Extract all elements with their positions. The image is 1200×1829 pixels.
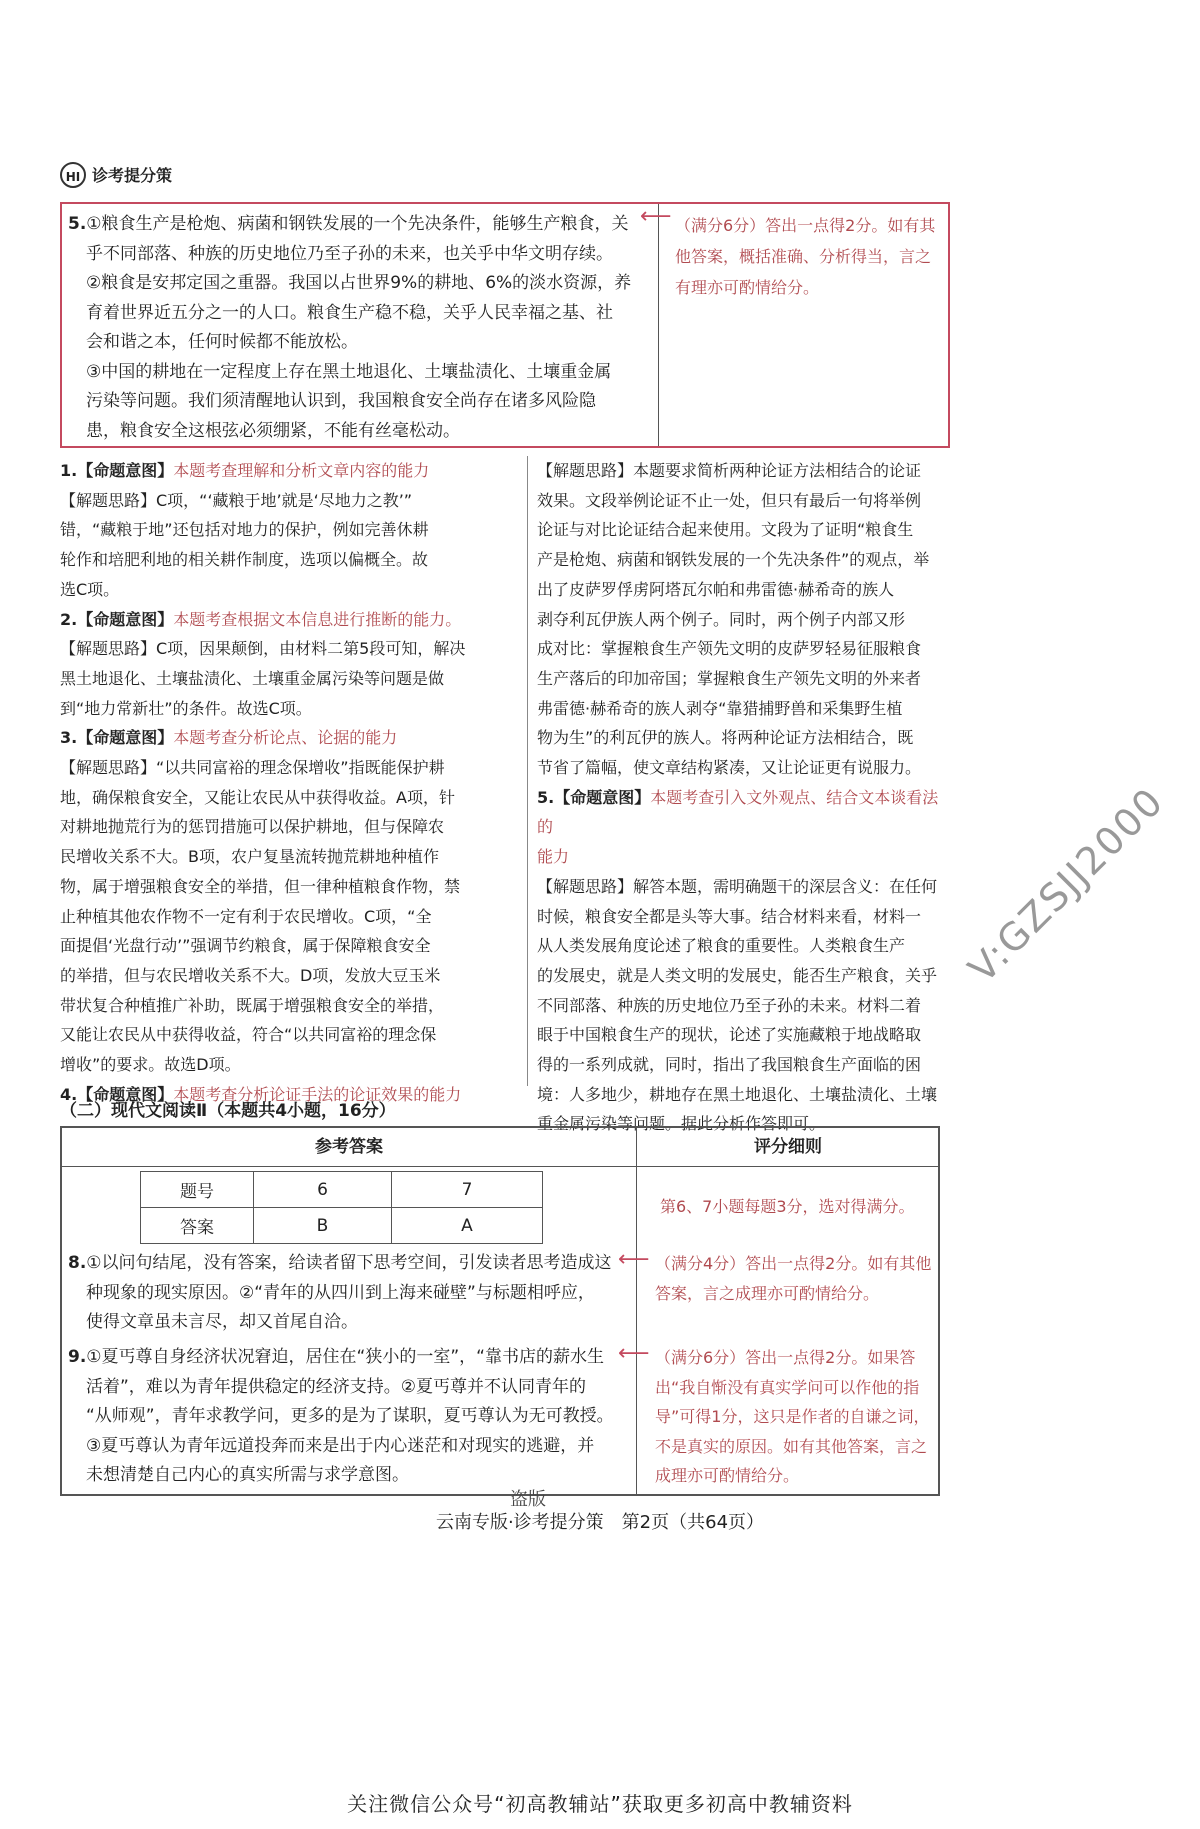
row1-label: 题号	[141, 1172, 254, 1208]
analysis-line: 【解题思路】C项，“‘藏粮于地’就是‘尽地力之教’”	[60, 490, 413, 510]
analysis-line: 剥夺利瓦伊族人两个例子。同时，两个例子内部又形	[537, 609, 906, 629]
q5-line: 5.①粮食生产是枪炮、病菌和钢铁发展的一个先决条件，能够生产粮食，关	[68, 214, 629, 234]
page-footer: 云南专版·诊考提分策 第2页（共64页）	[435, 1512, 765, 1533]
q8-line: 8.①以问句结尾，没有答案，给读者留下思考空间，引发读者思考造成这	[68, 1253, 612, 1273]
q8-note: （满分4分）答出一点得2分。如有其他答案，言之成理亦可酌情给分。	[655, 1254, 932, 1303]
q5-number: 5.	[68, 214, 87, 234]
analysis-line: 地，确保粮食安全，又能让农民从中获得收益。A项，针	[60, 787, 455, 807]
analysis-line: 3.【命题意图】本题考查分析论点、论据的能力	[60, 728, 398, 748]
q8-line: 使得文章虽未言尽，却又首尾自洽。	[86, 1312, 358, 1332]
analysis-line: 眼于中国粮食生产的现状，论述了实施藏粮于地战略取	[537, 1025, 922, 1045]
q5-line: 会和谐之本，任何时候都不能放松。	[86, 332, 358, 352]
analysis-line: 【解题思路】解答本题，需明确题干的深层含义：在任何	[537, 876, 938, 896]
q8-answer	[68, 1249, 618, 1338]
analysis-line: 成对比：掌握粮食生产领先文明的皮萨罗轻易征服粮食	[537, 639, 922, 659]
analysis-line: 弗雷德·赫希奇的族人剥夺“靠猎捕野兽和采集野生植	[537, 698, 903, 718]
analysis-line: 到“地力常新壮”的条件。故选C项。	[60, 698, 312, 718]
analysis-line: 节省了篇幅，使文章结构紧凑，又让论证更有说服力。	[537, 758, 922, 778]
analysis-line: 从人类发展角度论述了粮食的重要性。人类粮食生产	[537, 936, 906, 956]
left-column	[60, 456, 520, 1109]
head-answer: 参考答案	[315, 1137, 383, 1157]
analysis-line: 又能让农民从中获得收益，符合“以共同富裕的理念保	[60, 1025, 437, 1045]
q5-note: （满分6分）答出一点得2分。如有其他答案，概括准确、分析得当，言之有理亦可酌情给分。	[675, 216, 936, 297]
section2-title: （二）现代文阅读Ⅱ（本题共4小题，16分）	[60, 1101, 396, 1121]
q9-line: 9.①夏丐尊自身经济状况窘迫，居住在“狭小的一室”，“靠书店的薪水生	[68, 1347, 604, 1367]
analysis-line: 物为生”的利瓦伊的族人。将两种论证方法相结合，既	[537, 728, 914, 748]
analysis-line: 面提倡‘光盘行动’”强调节约粮食，属于保障粮食安全	[60, 936, 431, 956]
q9-number: 9.	[68, 1347, 87, 1367]
row1-a: 6	[254, 1172, 392, 1208]
q5-line: 污染等问题。我们须清醒地认识到，我国粮食安全尚存在诸多风险隐	[86, 391, 596, 411]
analysis-line: 黑土地退化、土壤盐渍化、土壤重金属污染等问题是做	[60, 668, 445, 688]
q9-line: ③夏丐尊认为青年远道投奔而来是出于内心迷茫和对现实的逃避，并	[86, 1435, 595, 1456]
analysis-line: 论证与对比论证结合起来使用。文段为了证明“粮食生	[537, 520, 914, 540]
row2-label: 答案	[141, 1208, 254, 1244]
q9-note: （满分6分）答出一点得2分。如果答出“我自惭没有真实学问可以作他的指导”可得1分，这只是作者的自谦之词，不是真实的原因。如有其他答案，言之成理亦可酌情给分。	[655, 1348, 930, 1485]
analysis-line: 2.【命题意图】本题考查根据文本信息进行推断的能力。	[60, 609, 462, 629]
brand-title: 诊考提分策	[92, 166, 173, 185]
analysis-line: 得的一系列成就，同时，指出了我国粮食生产面临的困	[537, 1055, 922, 1075]
analysis-line: 增收”的要求。故选D项。	[60, 1055, 241, 1075]
analysis-line: 的举措，但与农民增收关系不大。D项，发放大豆玉米	[60, 965, 441, 985]
analysis-line: 带状复合种植推广补助，既属于增强粮食安全的举措，	[60, 995, 445, 1015]
analysis-line: 生产落后的印加帝国；掌握粮食生产领先文明的外来者	[537, 668, 922, 688]
head-rule: 评分细则	[754, 1137, 822, 1157]
analysis-line: 错，“藏粮于地”还包括对地力的保护，例如完善休耕	[60, 520, 429, 540]
q5-line: 乎不同部落、种族的历史地位乃至子孙的未来，也关乎中华文明存续。	[86, 243, 613, 264]
analysis-line: 民增收关系不大。B项，农户复垦流转抛荒耕地种植作	[60, 847, 439, 867]
q9-line: “从师观”，青年求教学问，更多的是为了谋职，夏丐尊认为无可教授。	[86, 1406, 614, 1426]
analysis-line: 【解题思路】“以共同富裕的理念保增收”指既能保护耕	[60, 758, 445, 778]
analysis-line: 【解题思路】C项，因果颠倒，由材料二第5段可知，解决	[60, 639, 466, 659]
analysis-line: 【解题思路】本题要求简析两种论证方法相结合的论证	[537, 461, 922, 480]
bottom-notice: 关注微信公众号“初高教辅站”获取更多初高中教辅资料	[347, 1792, 853, 1816]
analysis-line: 的发展史，就是人类文明的发展史，能否生产粮食，关乎	[537, 965, 938, 985]
q5-line: 患，粮食安全这根弦必须绷紧，不能有丝毫松动。	[86, 420, 460, 441]
analysis-line: 出了皮萨罗俘虏阿塔瓦尔帕和弗雷德·赫希奇的族人	[537, 579, 895, 599]
analysis-line: 4.【命题意图】本题考查分析论证手法的论证效果的能力	[60, 1084, 462, 1104]
analysis-line: 能力	[537, 847, 570, 867]
watermark: V:GZSJJ2000	[960, 778, 1173, 992]
right-column	[537, 456, 947, 1139]
answer-grid	[140, 1171, 543, 1244]
analysis-line: 止种植其他农作物不一定有利于农民增收。C项，“全	[60, 906, 432, 926]
stamp: 盗版	[510, 1489, 546, 1510]
analysis-line: 轮作和培肥利地的相关耕作制度，选项以偏概全。故	[60, 550, 429, 570]
row2-a: B	[254, 1208, 392, 1244]
q5-line: ③中国的耕地在一定程度上存在黑土地退化、土壤盐渍化、土壤重金属	[86, 361, 612, 382]
q8-arrow-icon: ⟵	[618, 1247, 650, 1272]
analysis-line: 1.【命题意图】本题考查理解和分析文章内容的能力	[60, 461, 430, 480]
analysis-line: 对耕地抛荒行为的惩罚措施可以保护耕地，但与保障农	[60, 817, 445, 837]
analysis-line: 5.【命题意图】本题考查引入文外观点、结合文本谈看法的	[537, 787, 939, 837]
q9-arrow-icon: ⟵	[618, 1341, 650, 1366]
q8-line: 种现象的现实原因。②“青年的从四川到上海来碰壁”与标题相呼应，	[86, 1282, 595, 1303]
analysis-line: 境：人多地少，耕地存在黑土地退化、土壤盐渍化、土壤	[537, 1084, 938, 1104]
q5-line: 育着世界近五分之一的人口。粮食生产稳不稳，关乎人民幸福之基、社	[86, 302, 613, 323]
row1-b: 7	[392, 1172, 543, 1208]
q8-number: 8.	[68, 1253, 87, 1273]
q5-answer	[68, 210, 638, 446]
q5-arrow-icon: ⟵	[640, 204, 672, 229]
analysis-line: 不同部落、种族的历史地位乃至子孙的未来。材料二着	[537, 995, 922, 1015]
q9-line: 活着”，难以为青年提供稳定的经济支持。②夏丐尊并不认同青年的	[86, 1376, 587, 1397]
analysis-line: 产是枪炮、病菌和钢铁发展的一个先决条件”的观点，举	[537, 550, 930, 570]
q9-answer	[68, 1343, 618, 1491]
analysis-line: 重金属污染等问题。据此分析作答即可。	[537, 1114, 826, 1134]
analysis-line: 选C项。	[60, 579, 120, 599]
analysis-line: 物，属于增强粮食安全的举措，但一律种植粮食作物，禁	[60, 876, 461, 896]
brand-logo: HI	[60, 162, 86, 188]
analysis-line: 时候，粮食安全都是头等大事。结合材料来看，材料一	[537, 906, 922, 926]
analysis-line: 效果。文段举例论证不止一处，但只有最后一句将举例	[537, 490, 922, 510]
column-divider	[527, 456, 528, 1086]
row2-b: A	[392, 1208, 543, 1244]
q9-line: 未想清楚自己内心的真实所需与求学意图。	[86, 1465, 409, 1485]
note-67: 第6、7小题每题3分，选对得满分。	[660, 1197, 915, 1216]
q5-line: ②粮食是安邦定国之重器。我国以占世界9%的耕地、6%的淡水资源，养	[86, 273, 632, 293]
